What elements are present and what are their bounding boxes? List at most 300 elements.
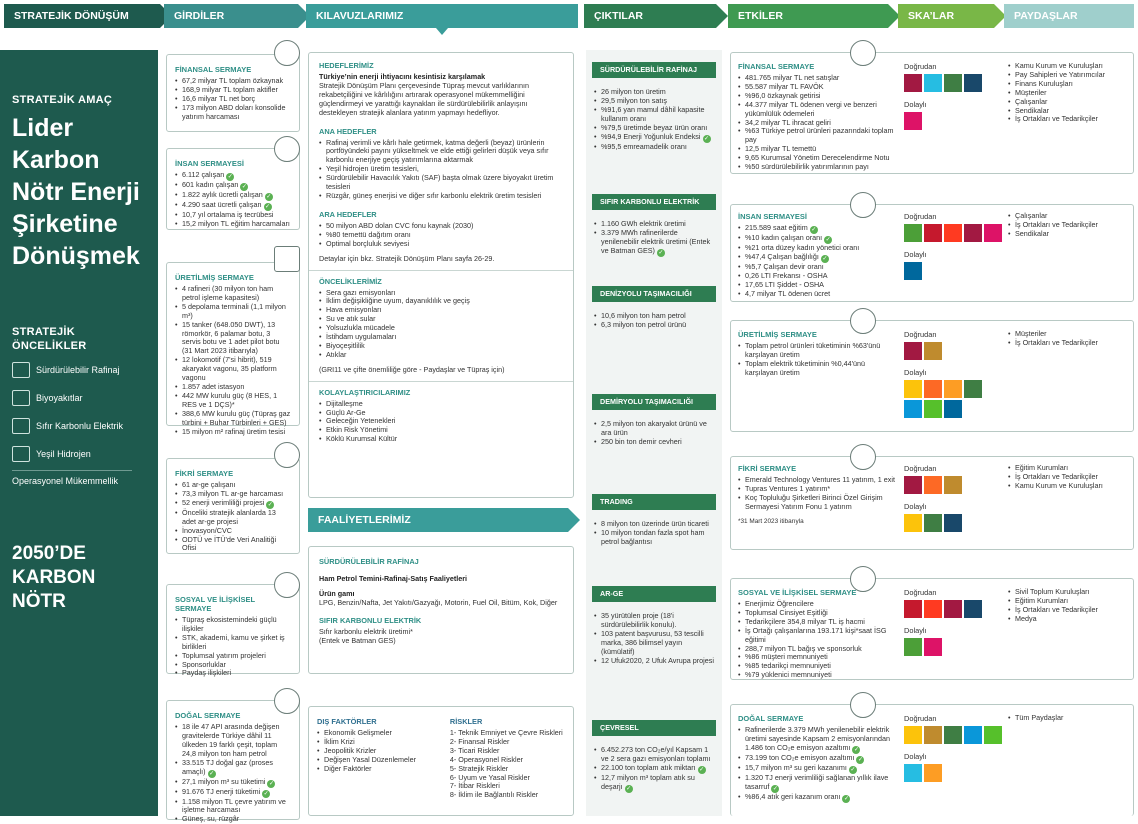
list-item: • %10 kadın çalışan oranı ✓ [738,234,898,244]
impact-intellectual-list [738,476,898,512]
list-item: • 4,7 milyar TL ödenen ücret [738,290,898,299]
list-item: • %96,0 özkaynak getirisi [738,92,898,101]
check-icon: ✓ [772,785,778,792]
card-title: İNSAN SERMAYESİ [175,159,244,168]
wind-turbine-icon [12,418,30,434]
priority-label: Sürdürülebilir Rafinaj [36,365,120,375]
list-item: • Finans Kuruluşları [1008,80,1132,89]
card-title: ÜRETİLMİŞ SERMAYE [738,330,817,339]
output-env-title: ÇEVRESEL [592,720,716,736]
footnote: *31 Mart 2023 itibarıyla [738,517,804,525]
list-item: • Toplumsal yatırım projeleri [175,652,291,661]
list-item: • 6.452.273 ton CO₂e/yıl Kapsam 1 ve 2 sera gazı emisyonları toplamı [594,746,716,764]
guides-pointer [436,28,448,35]
priority-label: Biyoyakıtlar [36,393,83,403]
card-title: İNSAN SERMAYESİ [738,212,807,221]
sdg-8-icon [944,600,962,618]
interim-goals-title: ARA HEDEFLER [319,209,377,219]
sdg-10-icon [904,112,922,130]
input-manufactured-list [175,285,291,436]
list-item: • 1.857 adet istasyon [175,383,291,392]
sdg-indirect-label: Dolaylı [904,100,927,109]
impact-social-list [738,600,898,680]
list-item: • Kamu Kurum ve Kuruluşları [1008,482,1132,491]
impact-natural-list [738,726,898,803]
sdg-indirect-label: Dolaylı [904,752,927,761]
divider [309,381,573,382]
list-item: • 61 ar-ge çalışanı [175,481,291,490]
sdg-13-icon [924,514,942,532]
input-social-card [166,584,300,678]
check-icon: ✓ [703,135,710,142]
list-item: • İnovasyon/CVC [175,527,291,536]
list-item: • Toplam petrol ürünleri tüketiminin %63'ünü karşılayan üretim [738,342,898,360]
priorities-label-1: STRATEJİK [12,326,76,338]
output-rnd-list [594,612,716,665]
sdg-14-icon [904,400,922,418]
list-item: • Optimal borçluluk seviyesi [319,240,563,249]
aim-line-2: Karbon [12,146,100,174]
list-item: • 12 Ufuk2020, 2 Ufuk Avrupa projesi [594,657,716,666]
list-item: • Yeşil hidrojen üretim tesisleri, [319,165,563,174]
input-financial-list [175,77,291,122]
sdg-3-icon [904,224,922,242]
enablers-list [319,400,563,445]
list-item: • Tüm Paydaşlar [1008,714,1132,723]
aim-label: STRATEJİK AMAÇ [12,94,113,106]
priority-biofuels [12,390,83,406]
stakeholders-manufactured [1008,330,1132,348]
sdg-13-icon [964,380,982,398]
stakeholders-intellectual [1008,464,1132,491]
list-item: • Sera gazı emisyonları [319,289,563,298]
sidebar-divider [12,470,132,471]
list-item: • Etkin Risk Yönetimi [319,426,563,435]
list-item: • %63 Türkiye petrol ürünleri pazarındaki toplam pay [738,127,898,145]
list-item: • 173 milyon ABD doları konsolide yatırım harcaması [175,104,291,122]
target-line-2: KARBON [12,567,96,588]
sdg-10-icon [984,224,1002,242]
list-item: • 5 depolama terminali (1,1 milyon m³) [175,303,291,321]
sdg-16-icon [904,262,922,280]
list-item: • 103 patent başvurusu, 53 tescilli marka, 386 bilimsel yayın (kümülatif) [594,630,716,657]
sdg-direct-label: Doğrudan [904,714,937,723]
goals-headline: Türkiye’nin enerji ihtiyacını kesintisiz karşılamak [319,72,486,81]
sdg-4-icon [904,600,922,618]
list-item: • 15 tanker (648.050 DWT), 13 römorkör, 6 palamar botu, 3 servis botu ve 1 adet pilot botu (31 Mart 2023 itibarıyla) [175,321,291,357]
impact-manufactured [738,330,898,378]
output-refining-title: SÜRDÜRÜLEBİLİR RAFİNAJ [592,62,716,78]
list-item: • 168,9 milyar TL toplam aktifler [175,86,291,95]
list-item: • İş Ortağı çalışanlarına 193.171 kişi*saat İSG eğitimi [738,627,898,645]
stakeholders-natural [1008,714,1132,723]
list-item: • 17,65 LTI Şiddet - OSHA [738,281,898,290]
sdg-human [904,212,1002,280]
list-item: • Müşteriler [1008,89,1132,98]
check-icon: ✓ [267,501,273,508]
list-item: • 55.587 milyar TL FAVÖK [738,83,898,92]
list-item: • 1.158 milyon TL çevre yatırım ve işletme harcaması [175,798,291,816]
aim-line-5: Dönüşmek [12,242,140,270]
sdg-15-icon [924,400,942,418]
list-item: • Kamu Kurum ve Kuruluşları [1008,62,1132,71]
card-title: ÜRETİLMİŞ SERMAYE [175,273,254,282]
header-stakeholders: PAYDAŞLAR [1004,4,1134,28]
external-factors-title: DIŞ FAKTÖRLER [317,717,377,726]
impact-social [738,588,898,680]
output-trading-list [594,520,716,547]
list-item: • İstihdam uygulamaları [319,333,563,342]
sdg-financial [904,62,982,130]
sdg-7-icon [904,514,922,532]
sdg-14-icon [964,726,982,744]
handshake-icon [274,572,300,598]
priorities-list [319,289,563,360]
list-item: • %21 orta düzey kadın yönetici oranı [738,244,898,253]
impact-financial-list [738,74,898,172]
impact-financial [738,62,898,172]
list-item: • 15,7 milyon m³ su geri kazanımı ✓ [738,764,898,774]
activities-supply-chain: Ham Petrol Temini-Rafinaj-Satış Faaliyetleri [319,574,468,583]
input-human-list [175,171,291,229]
priority-electric [12,418,123,434]
sdg-8-icon [904,342,922,360]
stakeholders-social [1008,588,1132,624]
risk-item: 7- İtibar Riskleri [449,781,500,791]
list-item: • İklim değişikliğine uyum, dayanıklılık ve geçiş [319,297,563,306]
list-item: • 1.320 TJ enerji verimliliği sağlanan yıllık ilave tasarruf ✓ [738,774,898,793]
check-icon: ✓ [699,766,705,773]
sdg-direct-label: Doğrudan [904,588,937,597]
priorities-label-2: ÖNCELİKLER [12,340,87,352]
main-goals-list [319,139,563,201]
output-electric-list [594,220,716,257]
list-item: • Sivil Toplum Kuruluşları [1008,588,1132,597]
list-item: • 35 yürütülen proje (18'i sürdürülebilirlik konulu). [594,612,716,630]
excellence-text: Operasyonel Mükemmellik [12,476,119,486]
list-item: • %86 müşteri memnuniyeti [738,653,898,662]
list-item: • 601 kadın çalışan ✓ [175,181,291,191]
list-item: • Çalışanlar [1008,212,1132,221]
goals-text: Stratejik Dönüşüm Planı çerçevesinde Tüpraş mevcut varlıklarının rekabetçiliğini ve kârlılığını artırarak operasyonel mükemmelliğini güçlendirmeyi ve yarattığı kaynakları ile sürdürülebilirlik anlayışını destekleyen stratejik alanlara yatırım yapmayı hedefliyor. [319,80,529,117]
goals-title: HEDEFLERİMİZ [319,61,374,70]
sdg-3-icon [904,638,922,656]
list-item: • Tupras Ventures 1 yatırım* [738,485,898,494]
list-item: • Koç Topluluğu Şirketleri Birinci Özel Girişim Sermayesi Yatırım Fonu 1 yatırım [738,494,898,512]
product-range: LPG, Benzin/Nafta, Jet Yakıtı/Gazyağı, Motorin, Fuel Oil, Bitüm, Kok, Diğer [319,597,558,607]
list-item: • Atıklar [319,351,563,360]
sdg-8-icon [904,74,922,92]
card-title: FİKRİ SERMAYE [175,469,234,478]
list-item: • 26 milyon ton üretim [594,88,716,97]
target-line-3: NÖTR [12,591,66,612]
main-goals-title: ANA HEDEFLER [319,126,377,136]
sdg-social [904,588,982,656]
card-title: FİNANSAL SERMAYE [175,65,252,74]
list-item: • 15 milyon m² rafinaj üretim tesisi [175,428,291,437]
sdg-6-icon [904,764,922,782]
list-item: • 0,26 LTI Frekansı - OSHA [738,272,898,281]
list-item: • Tüpraş ekosistemindeki güçlü ilişkiler [175,616,291,634]
list-item: • 388,6 MW kurulu güç (Tüpraş gaz türbini + Buhar Türbinleri + GES) [175,410,291,428]
list-item: • Medya [1008,615,1132,624]
card-title: FİKRİ SERMAYE [738,464,797,473]
list-item: • 52 enerji verimliliği projesi ✓ [175,499,291,509]
list-item: • Biyoçeşitlilik [319,342,563,351]
list-item: • Sponsorluklar [175,661,291,670]
strategy-sidebar [0,50,158,816]
input-intellectual-list [175,481,291,553]
list-item: • 67,2 milyar TL toplam özkaynak [175,77,291,86]
risk-item: 4- Operasyonel Riskler [449,754,523,764]
activities-electric-title: SIFIR KARBONLU ELEKTRİK [319,615,422,625]
list-item: • %80 temettü dağıtım oranı [319,231,563,240]
target-line-1: 2050’DE [12,543,86,564]
check-icon: ✓ [241,184,247,190]
activities-refining-title: SÜRDÜRÜLEBİLİR RAFİNAJ [319,557,419,566]
list-item: • 6.112 çalışan ✓ [175,171,291,181]
risk-item: 8- İklim ile Bağlantılı Riskler [449,790,539,800]
list-item: • Değişen Yasal Düzenlemeler [317,756,442,765]
sdg-direct-label: Doğrudan [904,464,937,473]
check-icon: ✓ [209,770,215,777]
list-item: • İş Ortakları ve Tedarikçiler [1008,115,1132,124]
header-inputs: GİRDİLER [164,4,298,28]
output-maritime-list [594,312,716,330]
risk-item: 5- Stratejik Riskler [449,763,509,773]
list-item: • Rafinaj verimli ve kârlı hale getirmek, katma değerli (beyaz) ürünlerin portföyündeki payını yükseltmek ve elde ettiği gelirleri düşük veya sıfır karbonlu enerjiye geçiş yatırımlarına aktarmak [319,139,563,166]
list-item: • Köklü Kurumsal Kültür [319,435,563,444]
sdg-7-icon [904,726,922,744]
list-item: • İklim Krizi [317,738,442,747]
list-item: • 10,7 yıl ortalama iş tecrübesi [175,211,291,220]
list-item: • 10 milyon tondan fazla spot ham petrol bağlantısı [594,529,716,547]
output-env-list [594,746,716,793]
list-item: • 442 MW kurulu güç (8 HES, 1 RES ve 1 DÇS)* [175,392,291,410]
guides-card [308,52,574,498]
output-maritime-title: DENİZYOLU TAŞIMACILIĞI [592,286,716,302]
list-item: • İş Ortakları ve Tedarikçiler [1008,221,1132,230]
interim-goals-list [319,222,563,249]
list-item: • 1.822 aylık ücretli çalışan ✓ [175,191,291,201]
sdg-5-icon [944,224,962,242]
input-intellectual-card [166,458,300,554]
priority-hydrogen [12,446,91,462]
sdg-indirect-label: Dolaylı [904,250,927,259]
list-item: • Çalışanlar [1008,98,1132,107]
risk-item: 3- Ticari Riskler [449,745,500,755]
risk-item: 1- Teknik Emniyet ve Çevre Riskleri [449,728,563,737]
list-item: • 6,3 milyon ton petrol ürünü [594,321,716,330]
list-item: • 4 rafineri (30 milyon ton ham petrol işleme kapasitesi) [175,285,291,303]
risk-item: 2- Finansal Riskler [449,736,510,746]
list-item: • 12,5 milyar TL temettü [738,145,898,154]
input-manufactured-card [166,262,300,436]
list-item: • 481.765 milyar TL net satışlar [738,74,898,83]
list-item: • Emerald Technology Ventures 11 yatırım, 1 exit [738,476,898,485]
input-financial-card [166,54,300,132]
enablers-title: KOLAYLAŞTIRICILARIMIZ [319,387,411,397]
list-item: • 8 milyon ton üzerinde ürün ticareti [594,520,716,529]
check-icon: ✓ [658,249,664,256]
output-refining-list [594,88,716,151]
sdg-indirect-label: Dolaylı [904,368,927,377]
sdg-intellectual [904,464,962,532]
list-item: • 12 lokomotif (7'si hibrit), 519 akaryakıt vagonu, 35 platform vagonu [175,356,291,383]
activities-card [308,546,574,674]
header-sdgs: SKA’LAR [898,4,994,28]
check-icon: ✓ [857,756,863,763]
header-outputs: ÇIKTILAR [584,4,716,28]
list-item: • Rafinerilerde 3.379 MWh yenilenebilir elektrik üretimi sayesinde Kapsam 2 emisyonlarından 1.486 ton CO₂e emisyon azaltımı ✓ [738,726,898,754]
list-item: • 3.379 MWh rafinerilerde yenilenebilir elektrik üretimi (Entek ve Batman GES) ✓ [594,229,716,257]
output-rail-title: DEMİRYOLU TAŞIMACILIĞI [592,394,716,410]
impact-intellectual [738,464,898,527]
check-icon: ✓ [853,746,859,753]
sdg-11-icon [944,380,962,398]
priority-refining [12,362,120,378]
external-factors [317,717,442,815]
list-item: • Eğitim Kurumları [1008,464,1132,473]
list-item: • %79 yüklenici memnuniyeti [738,671,898,680]
priorities-note: (GRI11 ve çifte önemliliğe göre - Paydaşlar ve Tüpraş için) [319,364,505,374]
list-item: • %94,9 Enerji Yoğunluk Endeksi ✓ [594,133,716,143]
sdg-17-icon [964,600,982,618]
impact-manufactured-list [738,342,898,378]
list-item: • Sendikalar [1008,230,1132,239]
list-item: • Paydaş ilişkileri [175,669,291,678]
sdg-13-icon [944,74,962,92]
priority-label: Sıfır Karbonlu Elektrik [36,421,124,431]
list-item: • 73,3 milyon TL ar-ge harcaması [175,490,291,499]
risks [450,717,565,815]
list-item: • Yolsuzlukla mücadele [319,324,563,333]
sdg-direct-label: Doğrudan [904,330,937,339]
activities-bar: FAALİYETLERİMİZ [308,508,568,532]
list-item: • 34,2 milyar TL ihracat geliri [738,119,898,128]
check-icon: ✓ [265,204,271,210]
list-item: • 1.160 GWh elektrik üretimi [594,220,716,229]
aim-line-1: Lider [12,114,74,142]
divider [309,270,573,271]
hydrogen-icon [12,446,30,462]
check-icon: ✓ [843,795,849,802]
sdg-17-icon [964,74,982,92]
external-factors-card [308,706,574,816]
sdg-11-icon [924,764,942,782]
product-range-title: Ürün gamı [319,588,355,598]
check-icon: ✓ [822,255,828,262]
card-title: FİNANSAL SERMAYE [738,62,815,71]
risks-title: RİSKLER [449,717,483,726]
list-item: • %5,7 Çalışan devir oranı [738,263,898,272]
list-item: • Jeopolitik Krizler [317,747,442,756]
list-item: • Rüzgâr, güneş enerjisi ve diğer sıfır karbonlu elektrik üretim tesisleri [319,192,563,201]
list-item: • Tedarikçilere 354,8 milyar TL iş hacmi [738,618,898,627]
check-icon: ✓ [626,785,632,792]
list-item: • 2,5 milyon ton akaryakıt ürünü ve ara ürün [594,420,716,438]
list-item: • %86,4 atık geri kazanım oranı ✓ [738,793,898,803]
detail-note: Detaylar için bkz. Stratejik Dönüşüm Planı sayfa 26-29. [319,253,495,263]
electric-production-source: (Entek ve Batman GES) [319,635,396,645]
list-item: • %50 sürdürülebilirlik yatırımlarının payı [738,163,898,172]
priorities-title: ÖNCELİKLERİMİZ [319,276,382,286]
sdg-9-icon [924,74,942,92]
list-item: • Güçlü Ar-Ge [319,409,563,418]
output-trading-title: TRADING [592,494,716,510]
sdg-9-icon [924,380,942,398]
list-item: • Su ve atık sular [319,315,563,324]
list-item: • Sendikalar [1008,107,1132,116]
list-item: • ODTÜ ve İTÜ'de Veri Analitiği Ofisi [175,536,291,554]
aim-line-4: Şirketine [12,210,118,238]
card-title: SOSYAL VE İLİŞKİSEL SERMAYE [738,588,857,597]
list-item: • İş Ortakları ve Tedarikçiler [1008,606,1132,615]
list-item: • %79,5 üretimde beyaz ürün oranı [594,124,716,133]
list-item: • 33.515 TJ doğal gaz (proses amaçlı) ✓ [175,759,291,778]
input-natural-list [175,723,291,824]
list-item: • 29,5 milyon ton satış [594,97,716,106]
check-icon: ✓ [227,174,233,180]
building-icon [274,246,300,272]
list-item: • 44.377 milyar TL ödenen vergi ve benzeri yükümlülük ödemeleri [738,101,898,119]
list-item: • Güneş, su, rüzgâr [175,815,291,824]
stakeholders-human [1008,212,1132,239]
list-item: • Müşteriler [1008,330,1132,339]
list-item: • %85 tedarikçi memnuniyeti [738,662,898,671]
output-rail-list [594,420,716,447]
list-item: • Diğer Faktörler [317,765,442,774]
sdg-17-icon [944,514,962,532]
list-item: • Pay Sahipleri ve Yatırımcılar [1008,71,1132,80]
sdg-12-icon [944,476,962,494]
list-item: • Toplam elektrik tüketiminin %0,44'ünü karşılayan üretim [738,360,898,378]
external-factors-list [317,729,442,774]
electric-production: Sıfır karbonlu elektrik üretimi* [319,626,413,636]
sdg-12-icon [924,342,942,360]
list-item: • İş Ortakları ve Tedarikçiler [1008,473,1132,482]
list-item: • 18 ile 47 API arasında değişen gravitelerde Türkiye dâhil 11 ülkeden 19 farklı çeşit, toplam 24,8 milyon ton ham petrol [175,723,291,759]
list-item: • 250 bin ton demir cevheri [594,438,716,447]
list-item: • %91,6 yan mamul dâhil kapasite kullanım oranı [594,106,716,124]
list-item: • 73.199 ton CO₂e emisyon azaltımı ✓ [738,754,898,764]
list-item: • 215.589 saat eğitim ✓ [738,224,898,234]
sdg-15-icon [984,726,1002,744]
fuel-pump-icon [12,390,30,406]
sdg-8-icon [904,476,922,494]
list-item: • %95,5 emreamadelik oranı [594,143,716,152]
check-icon: ✓ [825,237,831,243]
header-plan: STRATEJİK DÖNÜŞÜM PLANI [4,4,160,28]
impact-human-list [738,224,898,299]
sdg-9-icon [924,476,942,494]
lightbulb-icon [274,442,300,468]
input-natural-card [166,700,300,824]
list-item: • 288,7 milyon TL bağış ve sponsorluk [738,645,898,654]
list-item: • Dijitalleşme [319,400,563,409]
sdg-8-icon [964,224,982,242]
card-title: DOĞAL SERMAYE [175,711,241,720]
output-electric-title: SIFIR KARBONLU ELEKTRİK [592,194,716,210]
sdg-4-icon [924,224,942,242]
list-item: • Toplumsal Cinsiyet Eşitliği [738,609,898,618]
sdg-12-icon [924,726,942,744]
list-item: • İş Ortakları ve Tedarikçiler [1008,339,1132,348]
list-item: • 27,1 milyon m³ su tüketimi ✓ [175,778,291,788]
check-icon: ✓ [263,790,269,797]
header-guides: KILAVUZLARIMIZ [306,4,578,28]
list-item: • Sürdürülebilir Havacılık Yakıtı (SAF) başta olmak üzere biyoyakıt üretim tesisleri [319,174,563,192]
